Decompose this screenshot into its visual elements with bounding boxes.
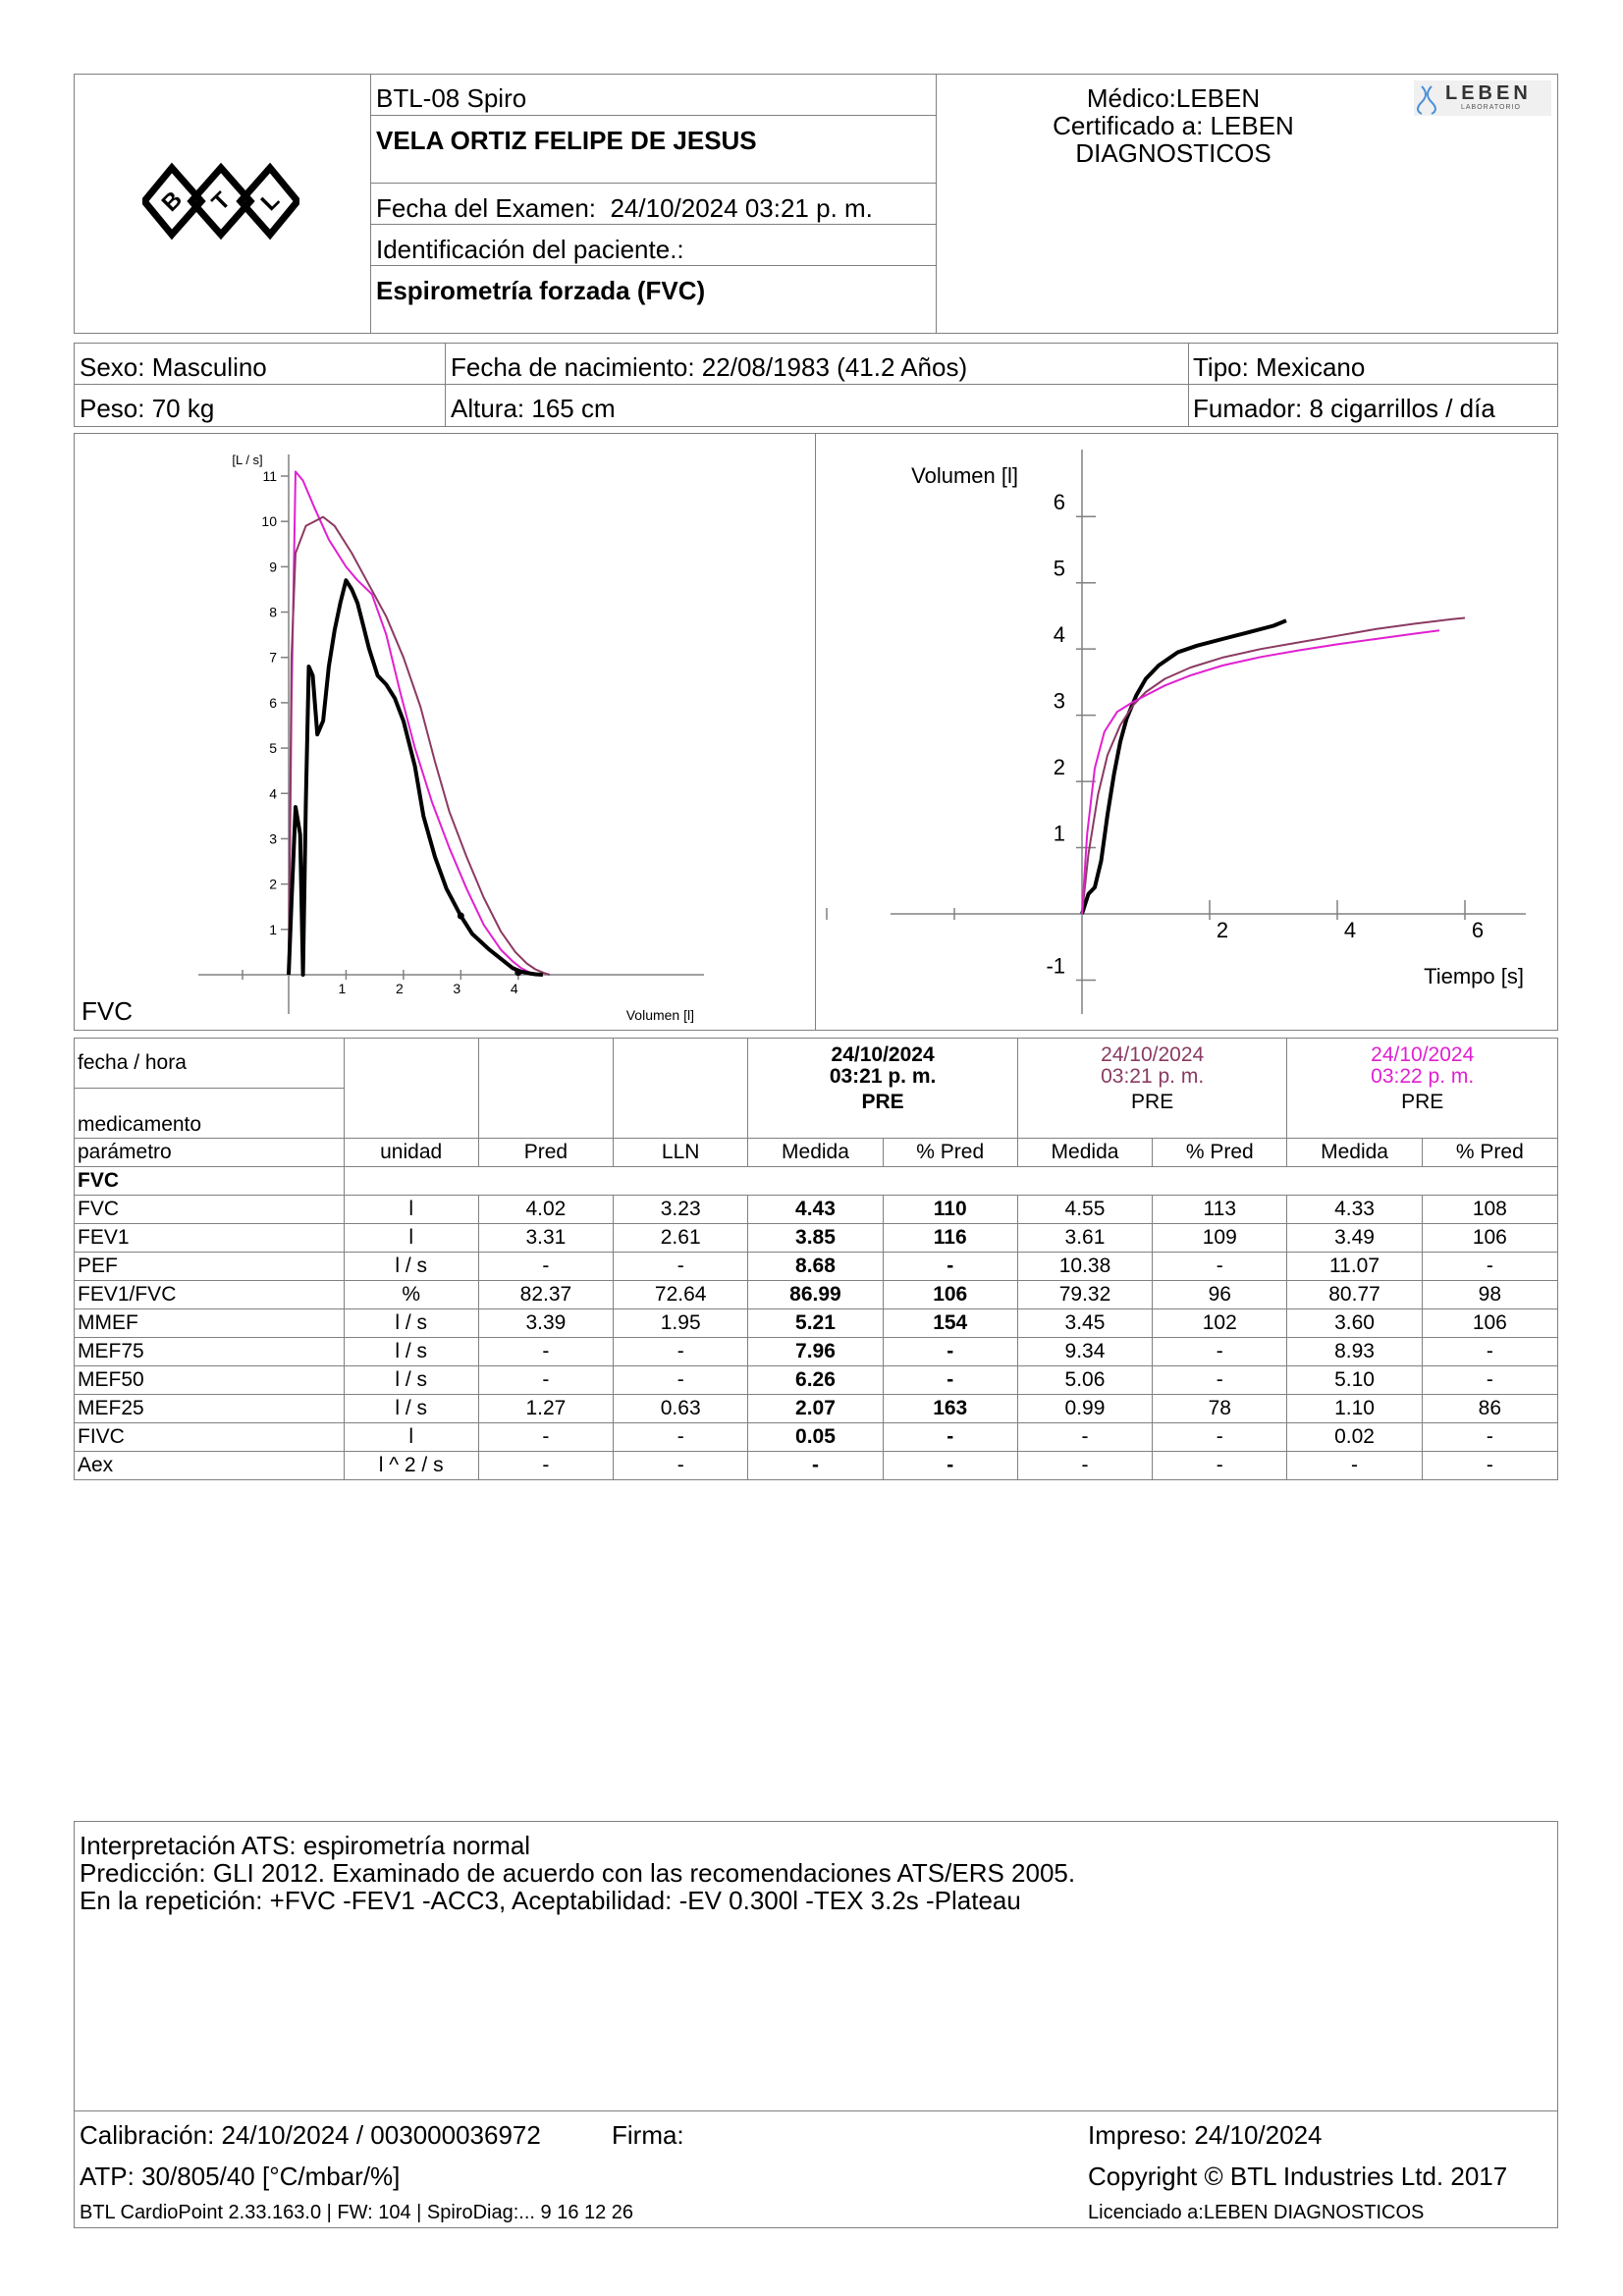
trial-1-time: 03:21 p. m. [829, 1065, 937, 1088]
table-cell: - [883, 1452, 1017, 1480]
column-header: % Pred [883, 1139, 1017, 1167]
y-tick-label: 11 [262, 468, 277, 484]
column-header: Medida [1287, 1139, 1422, 1167]
trial-2-med: PRE [1131, 1091, 1174, 1113]
table-cell: - [478, 1423, 613, 1452]
btl-logo-l: L [255, 187, 286, 217]
volume-time-series-1 [1082, 620, 1286, 914]
flow-volume-marker [458, 912, 464, 919]
table-cell: - [748, 1452, 883, 1480]
row-parameter: MEF25 [75, 1395, 345, 1423]
trial-1-header [748, 1039, 1018, 1139]
calibration: Calibración: 24/10/2024 / 003000036972 [80, 2120, 541, 2150]
table-cell: 5.21 [748, 1309, 883, 1338]
table-cell: - [614, 1338, 748, 1366]
column-header: LLN [614, 1139, 748, 1167]
row-parameter: FEV1/FVC [75, 1281, 345, 1309]
y-tick-label: 2 [269, 876, 277, 892]
table-cell: l [344, 1224, 478, 1253]
table-cell: 4.55 [1017, 1196, 1152, 1224]
x-axis-label: Volumen [l] [625, 1007, 694, 1023]
fvc-corner-label: FVC [81, 996, 133, 1026]
y-tick-label: 10 [261, 513, 277, 530]
patient-smoker: Fumador: 8 cigarrillos / día [1193, 394, 1495, 423]
table-cell: 3.45 [1017, 1309, 1152, 1338]
table-cell: - [478, 1452, 613, 1480]
table-cell: 4.33 [1287, 1196, 1422, 1224]
doctor-block [982, 84, 1365, 167]
table-cell: 0.05 [748, 1423, 883, 1452]
table-cell: - [1153, 1423, 1287, 1452]
table-cell: - [1422, 1366, 1557, 1395]
table-cell: 1.95 [614, 1309, 748, 1338]
trial-1-date: 24/10/2024 [831, 1043, 935, 1066]
table-cell: 78 [1153, 1395, 1287, 1423]
leben-logo [1414, 80, 1551, 116]
table-cell: 5.10 [1287, 1366, 1422, 1395]
table-cell: - [1153, 1338, 1287, 1366]
table-cell: 154 [883, 1309, 1017, 1338]
table-cell: - [478, 1253, 613, 1281]
y-tick-label: 2 [1053, 755, 1065, 780]
table-cell: 3.23 [614, 1196, 748, 1224]
patient-height: Altura: 165 cm [451, 394, 616, 423]
table-cell: 3.49 [1287, 1224, 1422, 1253]
patient-name: VELA ORTIZ FELIPE DE JESUS [376, 126, 757, 155]
row-parameter: MMEF [75, 1309, 345, 1338]
trial-3-header [1287, 1039, 1558, 1139]
row-parameter: PEF [75, 1253, 345, 1281]
device-name: BTL-08 Spiro [376, 83, 527, 113]
y-tick-label: -1 [1046, 953, 1065, 979]
doctor-name: Médico:LEBEN [1086, 83, 1261, 113]
exam-date-row [376, 193, 873, 224]
certified-line1: Certificado a: LEBEN [1053, 111, 1294, 140]
flow-volume-series-3 [289, 580, 543, 975]
table-section-row [75, 1167, 1558, 1196]
table-cell: % [344, 1281, 478, 1309]
trial-2-date: 24/10/2024 [1101, 1043, 1205, 1066]
table-cell: 11.07 [1287, 1253, 1422, 1281]
table-cell: 109 [1153, 1224, 1287, 1253]
table-cell: - [1153, 1452, 1287, 1480]
table-cell: - [1153, 1253, 1287, 1281]
table-cell: 79.32 [1017, 1281, 1152, 1309]
table-row [75, 1309, 1558, 1338]
trial-3-date: 24/10/2024 [1371, 1043, 1475, 1066]
table-cell: 106 [1422, 1309, 1557, 1338]
leben-logo-sub: LABORATORIO [1461, 104, 1521, 111]
table-cell: - [478, 1366, 613, 1395]
table-cell: 82.37 [478, 1281, 613, 1309]
software-version: BTL CardioPoint 2.33.163.0 | FW: 104 | SpiroDiag:... 9 16 12 26 [80, 2202, 634, 2223]
table-cell: l / s [344, 1395, 478, 1423]
table-cell: 0.99 [1017, 1395, 1152, 1423]
y-tick-label: 8 [269, 604, 277, 620]
signature-label: Firma: [612, 2120, 684, 2150]
table-cell: 8.93 [1287, 1338, 1422, 1366]
y-tick-label: 4 [1053, 622, 1065, 648]
table-cell: 96 [1153, 1281, 1287, 1309]
column-header: Medida [1017, 1139, 1152, 1167]
table-cell: 3.39 [478, 1309, 613, 1338]
table-row [75, 1366, 1558, 1395]
x-tick-label: 1 [338, 981, 347, 996]
table-row [75, 1281, 1558, 1309]
y-tick-label: 1 [1053, 821, 1065, 846]
table-cell: - [883, 1423, 1017, 1452]
table-row [75, 1423, 1558, 1452]
table-cell: 106 [1422, 1224, 1557, 1253]
table-body [75, 1196, 1558, 1480]
trial-2-time: 03:21 p. m. [1101, 1065, 1205, 1088]
interpretation-line-3: En la repetición: +FVC -FEV1 -ACC3, Aceptabilidad: -EV 0.300l -TEX 3.2s -Plateau [80, 1886, 1021, 1915]
trial-3-med: PRE [1401, 1091, 1444, 1113]
y-tick-label: 1 [269, 921, 277, 937]
y-tick-label: 6 [269, 694, 277, 711]
table-cell: - [614, 1366, 748, 1395]
x-tick-label: 2 [395, 981, 404, 996]
table-row [75, 1395, 1558, 1423]
btl-logo-b: B [156, 186, 189, 218]
patient-weight: Peso: 70 kg [80, 394, 215, 423]
table-cell: - [1422, 1423, 1557, 1452]
y-tick-label: 4 [269, 785, 277, 802]
y-axis-label: Volumen [l] [911, 463, 1018, 488]
table-cell: 113 [1153, 1196, 1287, 1224]
printed-date: Impreso: 24/10/2024 [1088, 2120, 1323, 2150]
table-cell: 80.77 [1287, 1281, 1422, 1309]
btl-logo [142, 162, 299, 240]
table-cell: - [1153, 1366, 1287, 1395]
table-cell: l / s [344, 1366, 478, 1395]
table-row [75, 1338, 1558, 1366]
table-cell: 106 [883, 1281, 1017, 1309]
btl-logo-t: T [206, 187, 237, 217]
table-row [75, 1224, 1558, 1253]
x-tick-label: 4 [510, 981, 518, 996]
table-cell: 3.60 [1287, 1309, 1422, 1338]
certified-line2: DIAGNOSTICOS [1075, 138, 1271, 168]
table-cell: - [883, 1338, 1017, 1366]
table-column-header-row [75, 1139, 1558, 1167]
y-axis-label: [L / s] [232, 453, 263, 467]
volume-time-series-3 [1082, 630, 1439, 914]
table-cell: 0.63 [614, 1395, 748, 1423]
table-cell: 86 [1422, 1395, 1557, 1423]
row-parameter: MEF75 [75, 1338, 345, 1366]
volume-time-series-2 [1082, 618, 1465, 915]
row-parameter: FVC [75, 1196, 345, 1224]
y-tick-label: 5 [1053, 556, 1065, 581]
licensed-to: Licenciado a:LEBEN DIAGNOSTICOS [1088, 2202, 1425, 2223]
exam-date-label: Fecha del Examen: [376, 193, 597, 223]
column-header: parámetro [75, 1139, 345, 1167]
row-parameter: FIVC [75, 1423, 345, 1452]
table-cell: - [1287, 1452, 1422, 1480]
table-cell: - [883, 1366, 1017, 1395]
table-cell: 0.02 [1287, 1423, 1422, 1452]
fecha-hora-label: fecha / hora [75, 1039, 345, 1089]
table-cell: - [1017, 1423, 1152, 1452]
table-header-trial-row [75, 1039, 1558, 1089]
column-header: Pred [478, 1139, 613, 1167]
table-cell: 4.43 [748, 1196, 883, 1224]
y-tick-label: 6 [1053, 490, 1065, 515]
patient-birthdate: Fecha de nacimiento: 22/08/1983 (41.2 Años) [451, 352, 968, 382]
trial-1-med: PRE [861, 1091, 904, 1113]
table-cell: 108 [1422, 1196, 1557, 1224]
table-cell: 2.07 [748, 1395, 883, 1423]
interpretation-line-2: Predicción: GLI 2012. Examinado de acuerdo con las recomendaciones ATS/ERS 2005. [80, 1858, 1076, 1888]
table-cell: - [883, 1253, 1017, 1281]
table-cell: 3.31 [478, 1224, 613, 1253]
table-cell: l / s [344, 1309, 478, 1338]
table-cell: 5.06 [1017, 1366, 1152, 1395]
table-row [75, 1452, 1558, 1480]
flow-volume-chart [76, 435, 814, 1029]
table-cell: 7.96 [748, 1338, 883, 1366]
table-cell: l / s [344, 1253, 478, 1281]
row-parameter: Aex [75, 1452, 345, 1480]
table-row [75, 1196, 1558, 1224]
y-tick-label: 3 [1053, 688, 1065, 714]
table-cell: l [344, 1423, 478, 1452]
table-cell: 4.02 [478, 1196, 613, 1224]
table-cell: 72.64 [614, 1281, 748, 1309]
table-cell: 86.99 [748, 1281, 883, 1309]
table-cell: - [1422, 1253, 1557, 1281]
x-tick-label: 4 [1343, 918, 1357, 942]
table-cell: l [344, 1196, 478, 1224]
column-header: % Pred [1153, 1139, 1287, 1167]
exam-date-value: 24/10/2024 03:21 p. m. [610, 193, 873, 223]
table-cell: 116 [883, 1224, 1017, 1253]
table-cell: - [1017, 1452, 1152, 1480]
flow-volume-series-1 [289, 471, 537, 975]
y-tick-label: 3 [269, 830, 277, 847]
trial-2-header [1017, 1039, 1287, 1139]
flow-volume-marker [514, 969, 521, 976]
leben-logo-text: LEBEN [1445, 82, 1532, 104]
table-cell: 163 [883, 1395, 1017, 1423]
table-cell: 8.68 [748, 1253, 883, 1281]
table-cell: 102 [1153, 1309, 1287, 1338]
y-tick-label: 9 [269, 559, 277, 575]
y-tick-label: 5 [269, 740, 277, 757]
patient-id-label: Identificación del paciente.: [376, 235, 684, 264]
table-row [75, 1253, 1558, 1281]
table-cell: 3.85 [748, 1224, 883, 1253]
x-tick-label: 6 [1471, 918, 1485, 942]
interpretation-text [80, 1832, 1075, 1914]
patient-sex: Sexo: Masculino [80, 352, 267, 382]
table-cell: 2.61 [614, 1224, 748, 1253]
table-cell: - [614, 1452, 748, 1480]
row-parameter: MEF50 [75, 1366, 345, 1395]
table-cell: 3.61 [1017, 1224, 1152, 1253]
copyright: Copyright © BTL Industries Ltd. 2017 [1088, 2162, 1508, 2191]
medicamento-label: medicamento [75, 1089, 345, 1139]
table-cell: 9.34 [1017, 1338, 1152, 1366]
table-cell: l / s [344, 1338, 478, 1366]
column-header: Medida [748, 1139, 883, 1167]
row-parameter: FEV1 [75, 1224, 345, 1253]
column-header: unidad [344, 1139, 478, 1167]
section-label: FVC [75, 1167, 345, 1196]
table-cell: - [478, 1338, 613, 1366]
y-tick-label: 7 [269, 649, 277, 666]
atp-info: ATP: 30/805/40 [°C/mbar/%] [80, 2162, 401, 2191]
x-tick-label: 3 [453, 981, 461, 996]
table-cell: 1.10 [1287, 1395, 1422, 1423]
results-table [74, 1038, 1558, 1480]
table-cell: - [1422, 1338, 1557, 1366]
trial-3-time: 03:22 p. m. [1371, 1065, 1475, 1088]
table-cell: - [614, 1253, 748, 1281]
table-cell: 110 [883, 1196, 1017, 1224]
interpretation-line-1: Interpretación ATS: espirometría normal [80, 1831, 531, 1860]
table-cell: 10.38 [1017, 1253, 1152, 1281]
table-cell: 6.26 [748, 1366, 883, 1395]
volume-time-chart [817, 435, 1556, 1029]
table-cell: l ^ 2 / s [344, 1452, 478, 1480]
x-axis-label: Tiempo [s] [1424, 964, 1524, 988]
test-type: Espirometría forzada (FVC) [376, 276, 706, 305]
table-cell: 1.27 [478, 1395, 613, 1423]
x-tick-label: 2 [1216, 918, 1229, 942]
patient-type: Tipo: Mexicano [1193, 352, 1366, 382]
flow-volume-series-2 [289, 517, 550, 975]
table-cell: - [1422, 1452, 1557, 1480]
table-cell: 98 [1422, 1281, 1557, 1309]
column-header: % Pred [1422, 1139, 1557, 1167]
table-cell: - [614, 1423, 748, 1452]
